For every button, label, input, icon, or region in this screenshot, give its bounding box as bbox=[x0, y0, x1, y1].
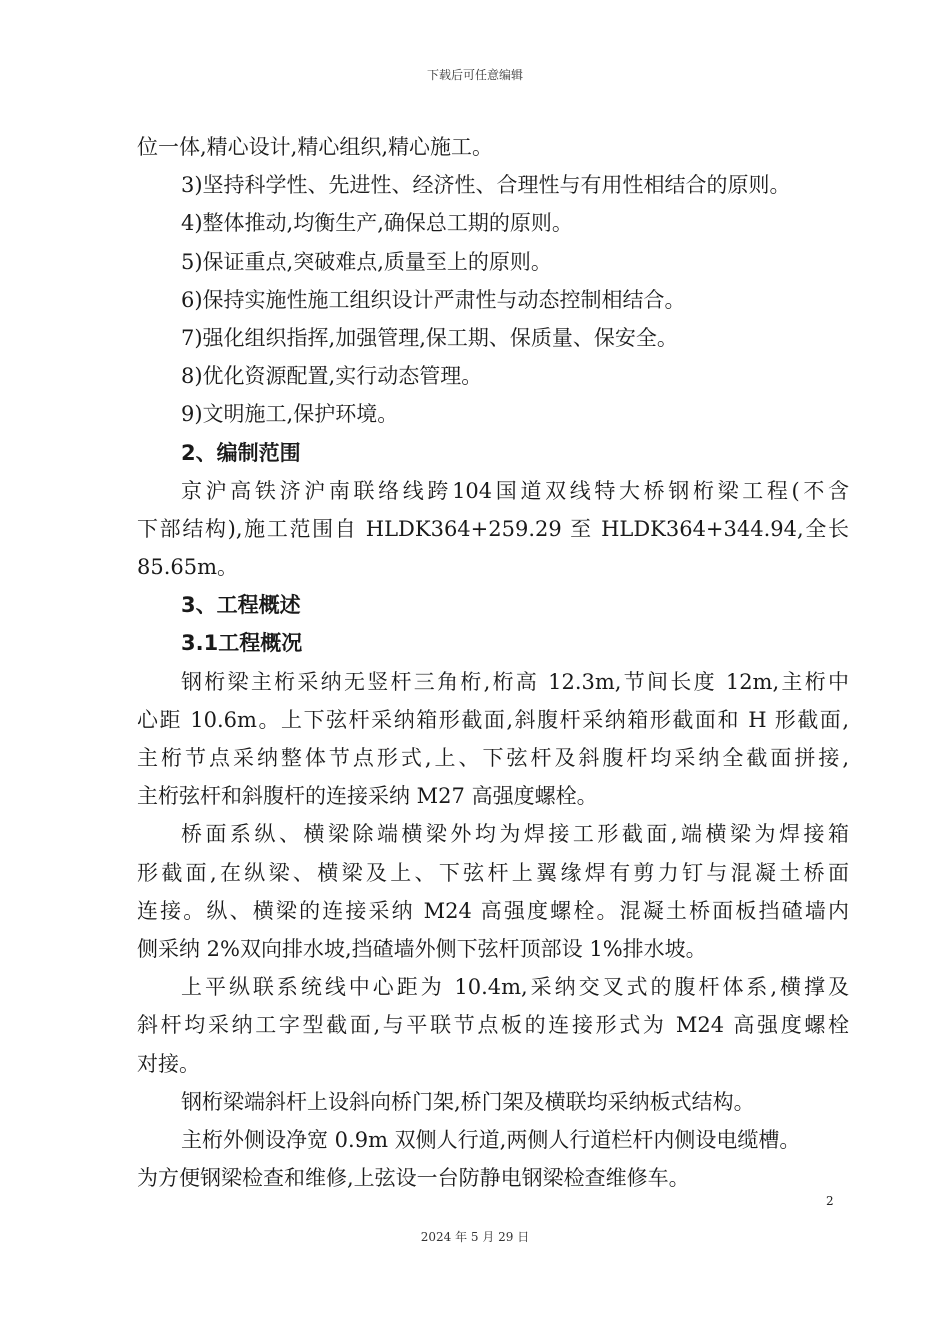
body-line: 主桁外侧设净宽 0.9m 双侧人行道,两侧人行道栏杆内侧设电缆槽。 bbox=[181, 1127, 801, 1152]
body-line: 京沪高铁济沪南联络线跨104国道双线特大桥钢桁梁工程(不含 bbox=[181, 478, 849, 503]
principle-item: 5)保证重点,突破难点,质量至上的原则。 bbox=[181, 249, 552, 274]
body-line: 钢桁梁主桁采纳无竖杆三角桁,桁高 12.3m,节间长度 12m,主桁中 bbox=[181, 669, 849, 694]
principle-item: 4)整体推动,均衡生产,确保总工期的原则。 bbox=[181, 211, 573, 236]
principle-item: 3)坚持科学性、先进性、经济性、合理性与有用性相结合的原则。 bbox=[181, 173, 791, 198]
section-heading: 2、编制范围 bbox=[181, 440, 301, 465]
body-line: 上平纵联系统线中心距为 10.4m,采纳交叉式的腹杆体系,横撑及 bbox=[181, 975, 849, 1000]
body-line: 下部结构),施工范围自 HLDK364+259.29 至 HLDK364+344.94,全长 bbox=[137, 516, 849, 541]
body-line: 为方便钢梁检查和维修,上弦设一台防静电钢梁检查维修车。 bbox=[137, 1166, 690, 1191]
page-header: 下载后可任意编辑 bbox=[426, 68, 523, 82]
principle-item: 6)保持实施性施工组织设计严肃性与动态控制相结合。 bbox=[181, 287, 686, 312]
page-number: 2 bbox=[826, 1194, 834, 1208]
body-line: 主桁节点采纳整体节点形式,上、下弦杆及斜腹杆均采纳全截面拼接, bbox=[137, 746, 849, 770]
body-line: 心距 10.6m。上下弦杆采纳箱形截面,斜腹杆采纳箱形截面和 H 形截面, bbox=[137, 707, 849, 732]
body-line: 桥面系纵、横梁除端横梁外均为焊接工形截面,端横梁为焊接箱 bbox=[181, 822, 849, 847]
page-footer-date: 2024 年 5 月 29 日 bbox=[420, 1230, 530, 1244]
section-heading: 3、工程概述 bbox=[181, 593, 301, 618]
body-line: 侧采纳 2%双向排水坡,挡碴墙外侧下弦杆顶部设 1%排水坡。 bbox=[137, 936, 707, 961]
body-line: 位一体,精心设计,精心组织,精心施工。 bbox=[137, 135, 494, 159]
body-line: 对接。 bbox=[137, 1051, 200, 1076]
principle-item: 7)强化组织指挥,加强管理,保工期、保质量、保安全。 bbox=[181, 325, 678, 350]
body-line: 85.65m。 bbox=[137, 555, 239, 580]
body-line: 主桁弦杆和斜腹杆的连接采纳 M27 高强度螺栓。 bbox=[137, 784, 598, 809]
body-line: 斜杆均采纳工字型截面,与平联节点板的连接形式为 M24 高强度螺栓 bbox=[137, 1013, 849, 1038]
principle-item: 9)文明施工,保护环境。 bbox=[181, 402, 399, 427]
principle-item: 8)优化资源配置,实行动态管理。 bbox=[181, 364, 483, 389]
subsection-heading: 3.1工程概况 bbox=[181, 631, 303, 656]
body-line: 形截面,在纵梁、横梁及上、下弦杆上翼缘焊有剪力钉与混凝土桥面 bbox=[137, 860, 849, 885]
document-body bbox=[137, 128, 849, 1197]
body-line: 连接。纵、横梁的连接采纳 M24 高强度螺栓。混凝土桥面板挡碴墙内 bbox=[137, 898, 849, 923]
body-line: 钢桁梁端斜杆上设斜向桥门架,桥门架及横联均采纳板式结构。 bbox=[181, 1089, 755, 1114]
